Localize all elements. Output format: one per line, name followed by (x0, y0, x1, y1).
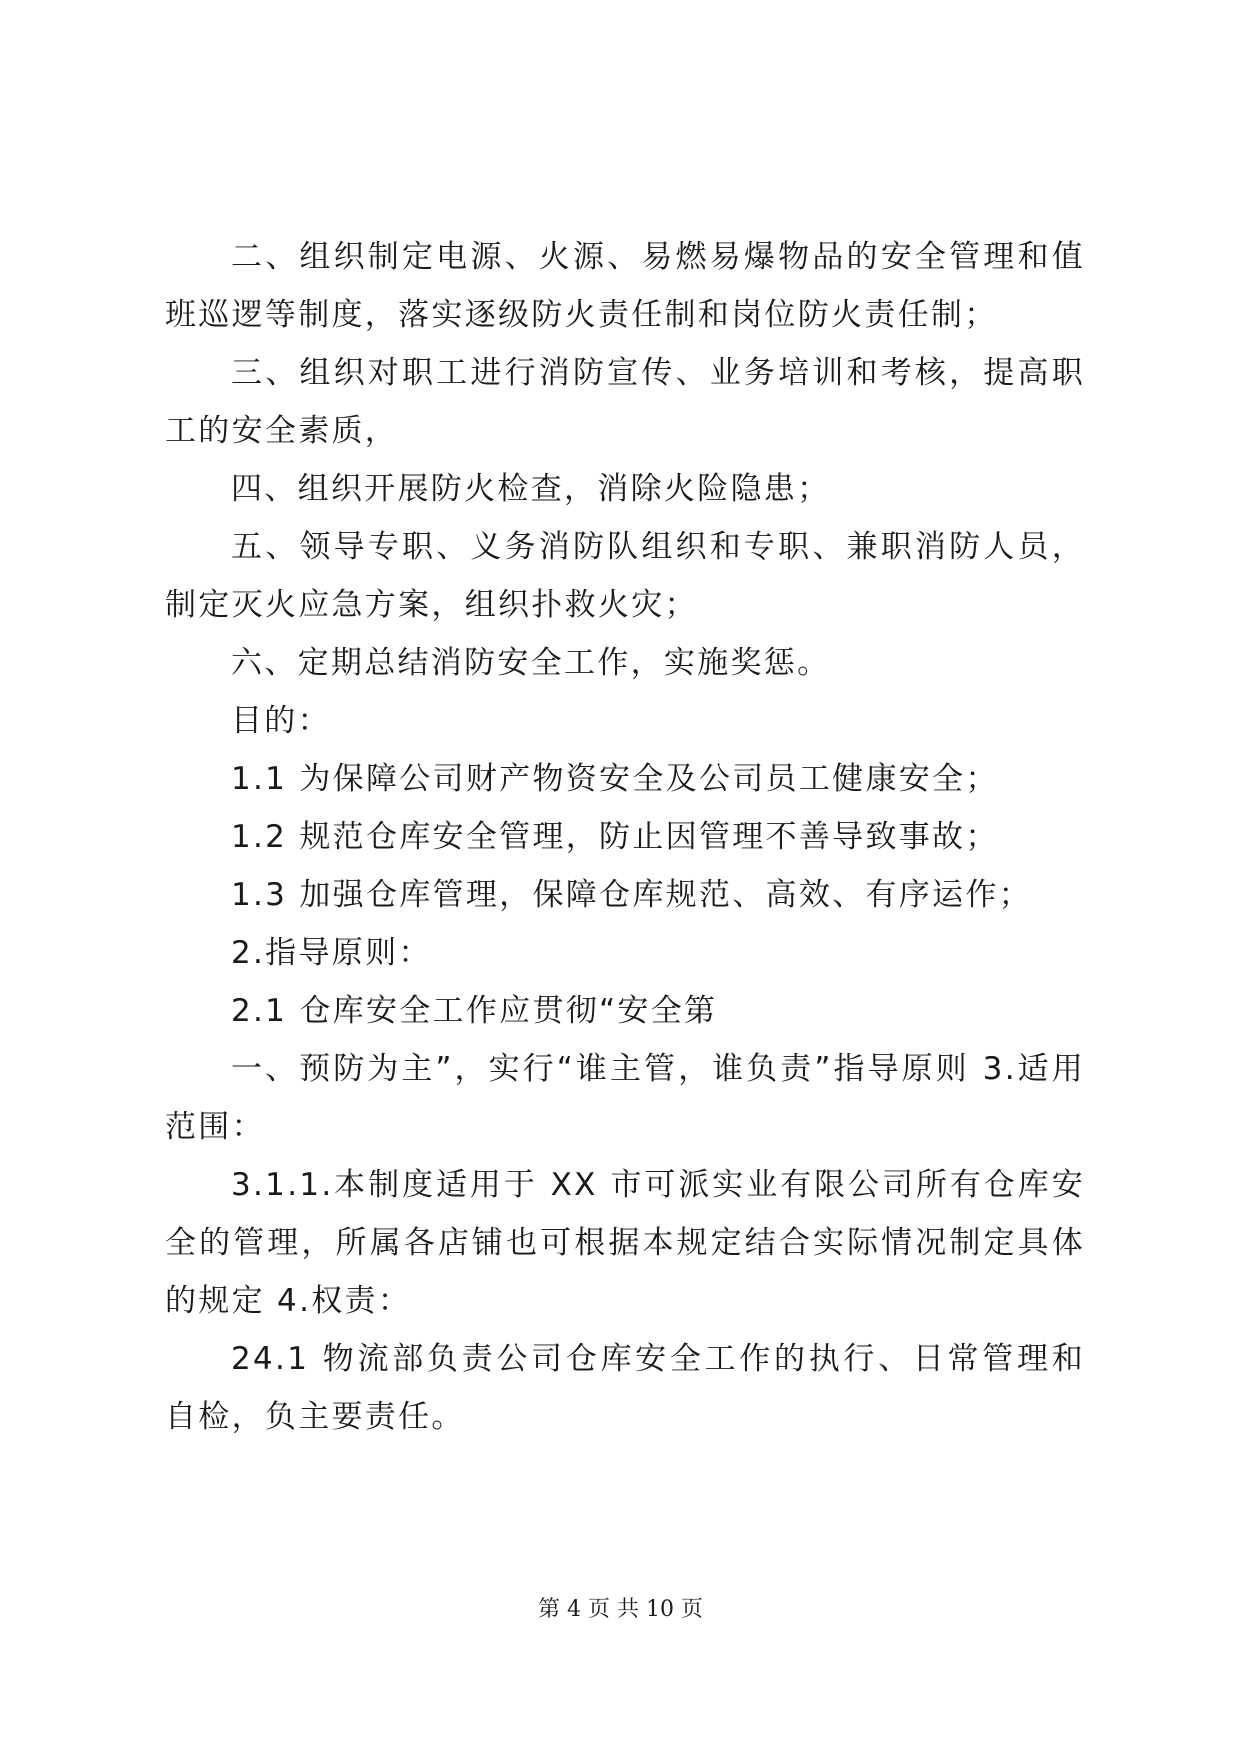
paragraph: 二、组织制定电源、火源、易燃易爆物品的安全管理和值班巡逻等制度，落实逐级防火责任制和岗位防火责任制； (165, 239, 1085, 333)
paragraph: 24.1 物流部负责公司仓库安全工作的执行、日常管理和自检，负主要责任。 (165, 1341, 1085, 1435)
document-body (165, 228, 1085, 1446)
paragraph: 四、组织开展防火检查，消除火险隐患； (231, 471, 831, 507)
paragraph: 目的： (231, 703, 331, 739)
paragraph: 3.1.1.本制度适用于 XX 市可派实业有限公司所有仓库安全的管理，所属各店铺也可根据本规定结合实际情况制定具体的规定 4.权责： (165, 1167, 1085, 1319)
page-footer: 第 4 页 共 10 页 (538, 1597, 703, 1622)
paragraph: 六、定期总结消防安全工作，实施奖惩。 (231, 645, 831, 681)
paragraph: 1.1 为保障公司财产物资安全及公司员工健康安全； (231, 761, 999, 797)
paragraph: 1.2 规范仓库安全管理，防止因管理不善导致事故； (231, 819, 999, 855)
paragraph: 三、组织对职工进行消防宣传、业务培训和考核，提高职工的安全素质， (165, 355, 1085, 449)
paragraph: 1.3 加强仓库管理，保障仓库规范、高效、有序运作； (231, 877, 1032, 913)
paragraph: 一、预防为主”，实行“谁主管，谁负责”指导原则 3.适用范围： (165, 1051, 1085, 1145)
paragraph: 2.1 仓库安全工作应贯彻“安全第 (231, 993, 718, 1029)
paragraph: 2.指导原则： (231, 935, 432, 971)
paragraph: 五、领导专职、义务消防队组织和专职、兼职消防人员，制定灭火应急方案，组织扑救火灾； (165, 529, 1085, 623)
